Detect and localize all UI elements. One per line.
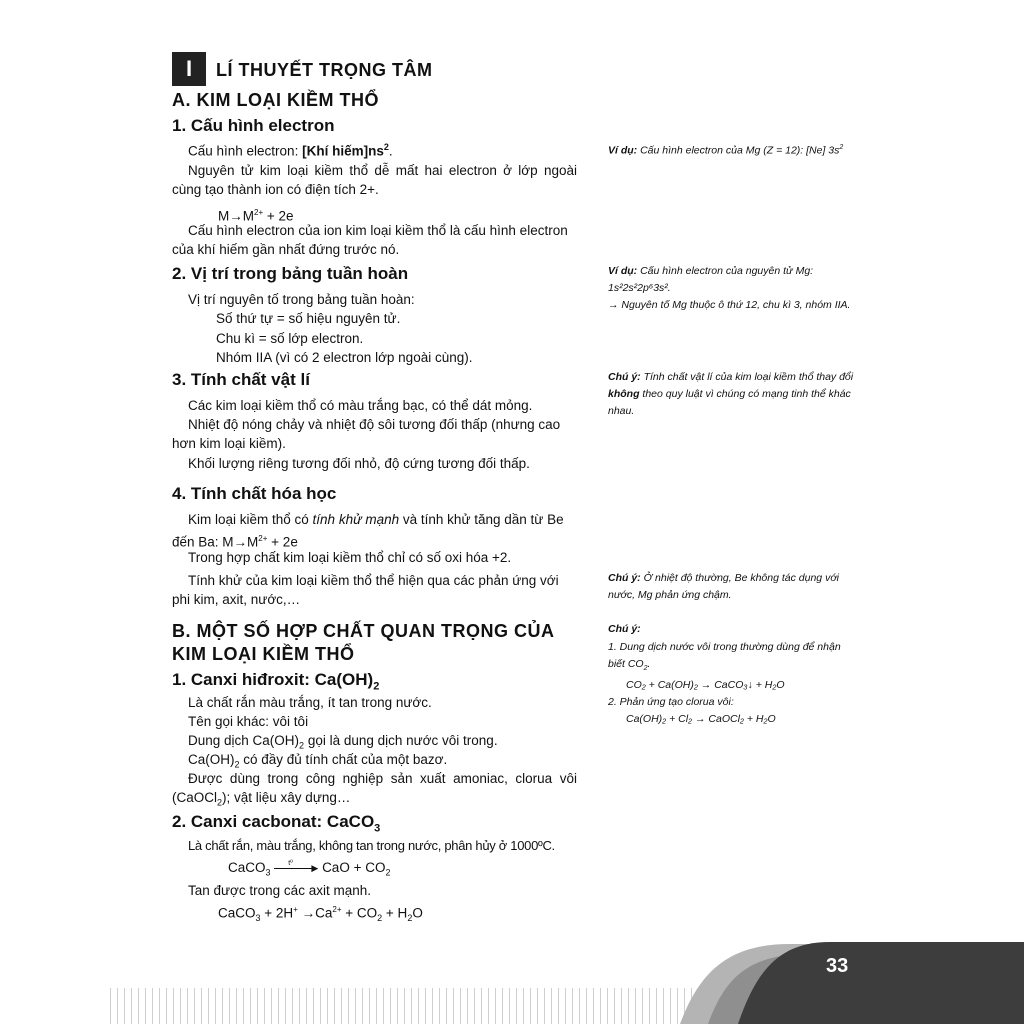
b2-eq1-sub: 3 [265,867,271,878]
note-1-sup: 2 [839,144,844,151]
b2-eq2-sub: 3 [255,913,261,924]
s1-para1: Nguyên tử kim loại kiềm thổ dễ mất hai electron ở lớp ngoài cùng tạo thành ion có điện tích 2+. [172,163,577,197]
b1-l5-a: Được dùng trong công nghiệp sản xuất amoniac, clorua vôi (CaOCl [172,771,577,805]
b2-eq1 [228,858,390,883]
b1-l3-b: gọi là dung dịch nước vôi trong. [304,733,498,748]
note-5-item1-sub: 2 [643,665,648,673]
s4-p1-sup: 2+ [258,534,268,543]
b1-title-text: 1. Canxi hiđroxit: Ca(OH) [172,670,374,689]
part-b-title-line1: B. MỘT SỐ HỢP CHẤT QUAN TRỌNG CỦA [172,621,555,641]
note-1-label: Ví dụ: [608,144,638,157]
section-number: I [185,56,193,81]
note-1 [608,139,843,160]
b1-l1: Là chất rắn màu trắng, ít tan trong nước. [188,695,432,710]
eq-m2-sup: 2+ [254,208,264,217]
s4-p1-a: Kim loại kiềm thổ có [188,512,313,527]
s4-p1-arrow: → [233,534,248,550]
b2-eq1-a: CaCO [228,860,266,875]
s4-p1-b: và tính khử tăng dần từ Be đến Ba: M [172,512,564,550]
b1-l4-a: Ca(OH) [188,752,235,767]
b2-eq2-sub3: 2 [407,913,413,924]
b2-eq2-d: + CO [341,905,378,921]
note-1-text: Cấu hình electron của Mg (Z = 12): [Ne] 3s [637,144,840,157]
note-5-item1-end: . [647,658,651,670]
note-2-text: Cấu hình electron của nguyên tử Mg: [637,265,814,277]
s4-p1 [172,510,577,552]
b1-l5-b: ); vật liệu xây dựng… [222,790,351,805]
note-3 [608,369,858,420]
s4-p1-m: M [247,534,259,550]
b2-eq2 [218,900,423,928]
b2-eq2-arrow: → [297,905,316,921]
note-3-text-a: Tính chất vật lí của kim loại kiềm thổ thay đổi [640,371,854,383]
s4-title: 4. Tính chất hóa học [172,484,337,503]
b1-l4-sub: 2 [234,759,240,770]
b2-eq2-sup2: 2+ [332,905,342,914]
b1-l2: Tên gọi khác: vôi tôi [188,714,309,729]
note-2-label: Ví dụ: [608,265,638,277]
s1-line1-sup: 2 [383,142,389,152]
note-5-item1 [608,639,858,677]
note-3-bold: không [608,388,640,400]
s1-line1 [188,138,393,161]
note-5-label: Chú ý: [608,623,641,635]
note-2-result: → Nguyên tố Mg thuộc ô thứ 12, chu kì 3, nhóm IIA. [608,299,851,311]
note-4-label: Chú ý: [608,572,641,584]
b2-eq2-sub2: 2 [377,913,383,924]
b1-title [172,670,379,692]
part-a-title: A. KIM LOẠI KIỀM THỔ [172,90,379,110]
s1-para2: Cấu hình electron của ion kim loại kiềm thổ là cấu hình electron của khí hiếm gần nhất đứng trước nó. [172,223,568,257]
b1-l4-b: có đầy đủ tính chất của một bazơ. [239,752,448,767]
b2-eq2-b: + 2H [260,905,294,921]
b2-title [172,812,380,834]
s1-title: 1. Cấu hình electron [172,116,335,135]
b2-title-text: 2. Canxi cacbonat: CaCO [172,812,375,831]
s2-intro: Vị trí nguyên tố trong bảng tuần hoàn: [188,292,415,307]
b1-title-sub: 2 [373,680,380,693]
b2-eq2-f: O [412,905,423,921]
footer-stripes [110,988,720,1024]
note-2-config: 1s²2s²2p⁶3s². [608,282,671,294]
b2-eq2-a: CaCO [218,905,256,921]
note-5-eq2: Ca(OH)₂ + Cl₂ → CaOCl₂ + H₂O [626,713,776,726]
b2-eq1-cond: tº [288,860,293,868]
eq-m2: M [242,208,254,224]
b2-l1: Là chất rắn, màu trắng, không tan trong nước, phân hủy ở 1000ºC. [188,838,555,853]
note-3-text-b: theo quy luật vì chúng có mạng tinh thể khác nhau. [608,388,851,417]
section-number-box [172,52,206,86]
b1-l3-sub: 2 [299,740,305,751]
s4-p1-end: + 2e [267,534,298,550]
b2-eq2-c: Ca [315,905,333,921]
b1-l3-a: Dung dịch Ca(OH) [188,733,300,748]
b2-eq1-sub2: 2 [385,867,391,878]
b2-l2: Tan được trong các axit mạnh. [188,883,371,898]
eq-m: M [218,208,230,224]
note-4-text: Ở nhiệt độ thường, Be không tác dụng với nước, Mg phản ứng chậm. [608,572,839,601]
eq-arrow: → [229,208,243,224]
b2-eq2-e: + H [382,905,408,921]
note-3-label: Chú ý: [608,371,641,383]
s1-line1-bold: [Khí hiếm]ns [302,143,384,159]
s1-line1-prefix: Cấu hình electron: [188,143,303,159]
s2-item2: Chu kì = số lớp electron. [216,331,364,346]
s3-p3: Khối lượng riêng tương đối nhỏ, độ cứng tương đối thấp. [188,456,530,471]
s3-p1: Các kim loại kiềm thổ có màu trắng bạc, có thể dát mỏng. [188,398,533,413]
s3-title: 3. Tính chất vật lí [172,370,310,389]
note-5-item1-text: 1. Dung dịch nước vôi trong thường dùng để nhận biết CO [608,641,841,670]
eq-rest: + 2e [263,208,294,224]
part-b-title-line2: KIM LOẠI KIỀM THỔ [172,644,355,664]
b1-l5-sub: 2 [217,797,223,808]
s1-line1-end: . [388,143,393,159]
note-5-eq1: CO₂ + Ca(OH)₂ → CaCO₃↓ + H₂O [626,679,785,692]
note-5-item2: 2. Phản ứng tạo clorua vôi: [608,696,734,709]
s2-item1: Số thứ tự = số hiệu nguyên tử. [216,311,401,326]
b2-eq1-b: CaO + CO [322,860,386,875]
s4-p3: Tính khử của kim loại kiềm thổ thể hiện qua các phản ứng với phi kim, axit, nước,… [172,573,559,607]
s2-item3: Nhóm IIA (vì có 2 electron lớp ngoài cùng). [216,350,473,365]
page-number: 33 [826,955,849,977]
section-title: LÍ THUYẾT TRỌNG TÂM [216,60,433,80]
s3-p2: Nhiệt độ nóng chảy và nhiệt độ sôi tương đối thấp (nhưng cao hơn kim loại kiềm). [172,417,561,451]
b2-eq1-arrow: ▶ tº [274,863,318,873]
b2-title-sub: 3 [374,822,381,835]
note-4 [608,570,858,604]
s4-p2: Trong hợp chất kim loại kiềm thổ chỉ có số oxi hóa +2. [188,550,512,565]
note-2 [608,263,856,314]
b2-eq2-sup: + [293,905,298,914]
note-5 [608,621,858,728]
s2-title: 2. Vị trí trong bảng tuần hoàn [172,264,409,283]
s4-p1-italic: tính khử mạnh [312,512,400,527]
b1-l5 [172,769,577,813]
